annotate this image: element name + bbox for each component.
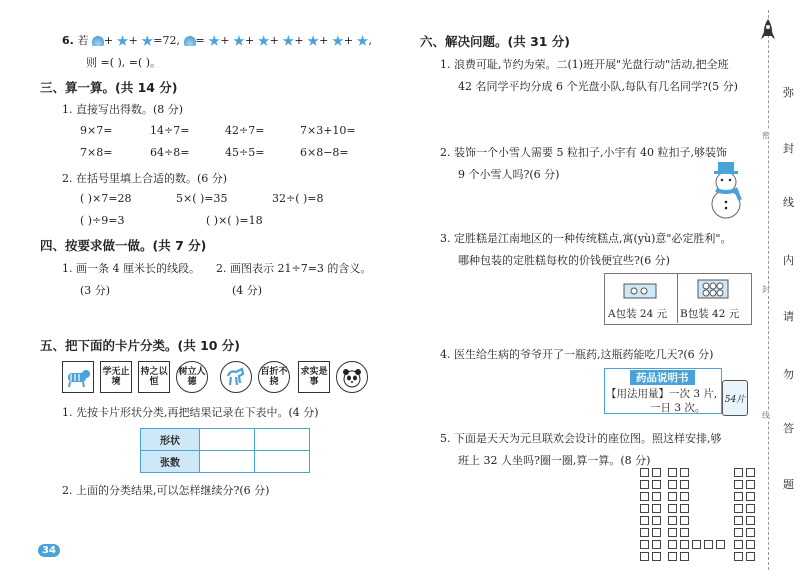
s5-q1: 1. 先按卡片形状分类,再把结果记录在下表中。(4 分) <box>62 406 319 419</box>
card-text: 持之以恒 <box>138 361 170 393</box>
seat-row-bottom <box>680 540 725 549</box>
seat <box>652 528 661 537</box>
seat <box>746 540 755 549</box>
seat <box>734 468 743 477</box>
r-q1-l1: 1. 浪费可耻,节约为荣。二(1)班开展"光盘行动"活动,把全班 <box>440 58 729 71</box>
seat <box>652 516 661 525</box>
medicine-usage-2: 一日 3 次。 <box>650 402 706 414</box>
side-label: 内 <box>783 254 794 267</box>
seat <box>640 528 649 537</box>
s4-q1-score: (3 分) <box>80 284 111 297</box>
seat <box>640 468 649 477</box>
horse-icon <box>224 366 248 388</box>
card-horse <box>220 361 252 393</box>
medicine-title: 药品说明书 <box>630 370 695 385</box>
table-header-shape: 形状 <box>141 429 200 451</box>
package-b-label: B包装 42 元 <box>680 308 740 320</box>
section-6-title: 六、解决问题。(共 31 分) <box>420 34 571 49</box>
side-mark: 密 <box>762 131 770 140</box>
card-text: 树立人德 <box>176 361 208 393</box>
bottle-label: 54片 <box>724 394 746 405</box>
q6-line2: 则 =( ), =( )。 <box>86 56 162 69</box>
seat <box>652 504 661 513</box>
seat <box>652 552 661 561</box>
side-label: 请 <box>783 310 794 323</box>
seat-grid-left <box>640 468 661 561</box>
seat <box>734 480 743 489</box>
shell-icon <box>92 36 104 46</box>
seat <box>640 540 649 549</box>
side-label: 弥 <box>783 86 794 99</box>
starfish-icon <box>282 35 294 47</box>
r-q2-l1: 2. 装饰一个小雪人需要 5 粒扣子,小宇有 40 粒扣子,够装饰 <box>440 146 727 159</box>
fill-cell: 5×( )=35 <box>176 192 228 205</box>
package-a-label: A包装 24 元 <box>608 308 668 320</box>
starfish-icon <box>307 35 319 47</box>
seat <box>716 540 725 549</box>
side-mark: 线 <box>762 411 770 420</box>
s5-q2: 2. 上面的分类结果,可以怎样继续分?(6 分) <box>62 484 270 497</box>
s3-q2: 2. 在括号里填上合适的数。(6 分) <box>62 172 228 185</box>
seat <box>680 552 689 561</box>
seat <box>668 528 677 537</box>
seat <box>704 540 713 549</box>
starfish-icon <box>233 35 245 47</box>
seat <box>680 492 689 501</box>
r-q2-l2: 9 个小雪人吗?(6 分) <box>458 168 560 181</box>
card-text: 学无止境 <box>100 361 132 393</box>
starfish-icon <box>357 35 369 47</box>
r-q3-l1: 3. 定胜糕是江南地区的一种传统糕点,寓(yù)意"必定胜利"。 <box>440 232 732 245</box>
seat <box>640 504 649 513</box>
package-a-icon <box>620 278 660 302</box>
table-cell[interactable] <box>200 451 255 473</box>
calc-cell: 7×8= <box>80 146 113 159</box>
seat <box>668 504 677 513</box>
seat <box>746 468 755 477</box>
medicine-bottle <box>722 380 748 416</box>
section-3-title: 三、算一算。(共 14 分) <box>40 80 178 95</box>
table-cell[interactable] <box>200 429 255 451</box>
table-header-count: 张数 <box>141 451 200 473</box>
side-mark: 封 <box>762 285 770 294</box>
seat <box>746 552 755 561</box>
card-panda <box>336 361 368 393</box>
seat <box>692 540 701 549</box>
calc-cell: 64÷8= <box>150 146 190 159</box>
seat <box>680 528 689 537</box>
seat <box>668 552 677 561</box>
seat <box>652 540 661 549</box>
table-cell[interactable] <box>255 429 310 451</box>
card-text: 求实是事 <box>298 361 330 393</box>
snowman-icon <box>700 160 752 220</box>
seat <box>668 516 677 525</box>
q6-line1: 6. 若 + + =72, = + + + + + + , <box>62 34 373 47</box>
seat <box>734 540 743 549</box>
seat <box>640 480 649 489</box>
s4-q2-score: (4 分) <box>232 284 263 297</box>
starfish-icon <box>208 35 220 47</box>
package-divider <box>677 273 678 323</box>
s4-q2: 2. 画图表示 21÷7=3 的含义。 <box>216 262 372 275</box>
shell-icon <box>184 36 196 46</box>
seat <box>680 540 689 549</box>
side-label: 封 <box>783 142 794 155</box>
seat <box>680 468 689 477</box>
seat <box>680 480 689 489</box>
seat <box>640 492 649 501</box>
seat <box>734 492 743 501</box>
seat-grid-right <box>734 468 755 561</box>
seat <box>652 468 661 477</box>
side-label: 线 <box>783 196 794 209</box>
seat <box>640 516 649 525</box>
card-tiger <box>62 361 94 393</box>
seat <box>734 552 743 561</box>
seat <box>668 480 677 489</box>
starfish-icon <box>332 35 344 47</box>
starfish-icon <box>117 35 129 47</box>
fill-cell: 32÷( )=8 <box>272 192 324 205</box>
r-q4-l1: 4. 医生给生病的爷爷开了一瓶药,这瓶药能吃几天?(6 分) <box>440 348 714 361</box>
package-b-icon <box>694 276 734 302</box>
classification-table <box>140 428 310 473</box>
r-q5-l2: 班上 32 人坐吗?圈一圈,算一算。(8 分) <box>458 454 651 467</box>
s4-q1: 1. 画一条 4 厘米长的线段。 <box>62 262 200 275</box>
fill-cell: ( )×( )=18 <box>206 214 263 227</box>
card-text: 百折不挠 <box>258 361 290 393</box>
section-5-title: 五、把下面的卡片分类。(共 10 分) <box>40 338 241 353</box>
s3-q1: 1. 直接写出得数。(8 分) <box>62 103 184 116</box>
seat <box>746 528 755 537</box>
seat <box>746 504 755 513</box>
r-q5-l1: 5. 下面是天天为元旦联欢会设计的座位图。照这样安排,够 <box>440 432 722 445</box>
calc-cell: 9×7= <box>80 124 113 137</box>
side-label: 勿 <box>783 368 794 381</box>
seat <box>652 480 661 489</box>
section-4-title: 四、按要求做一做。(共 7 分) <box>40 238 207 253</box>
medicine-usage-1: 【用法用量】一次 3 片, <box>606 388 718 400</box>
seat <box>746 492 755 501</box>
calc-cell: 14÷7= <box>150 124 190 137</box>
calc-cell: 7×3+10= <box>300 124 356 137</box>
calc-cell: 45÷5= <box>225 146 265 159</box>
seat <box>734 516 743 525</box>
r-q3-l2: 哪种包装的定胜糕每枚的价钱便宜些?(6 分) <box>458 254 670 267</box>
seat <box>734 528 743 537</box>
side-label: 题 <box>783 478 794 491</box>
calc-cell: 6×8−8= <box>300 146 349 159</box>
seat <box>746 480 755 489</box>
page-number: 34 <box>42 545 56 556</box>
side-label: 答 <box>783 422 794 435</box>
seat <box>680 516 689 525</box>
r-q1-l2: 42 名同学平均分成 6 个光盘小队,每队有几名同学?(5 分) <box>458 80 738 93</box>
calc-cell: 42÷7= <box>225 124 265 137</box>
starfish-icon <box>258 35 270 47</box>
seat <box>668 492 677 501</box>
seat <box>680 504 689 513</box>
fill-cell: ( )÷9=3 <box>80 214 125 227</box>
page-number-badge <box>38 544 60 557</box>
starfish-icon <box>141 35 153 47</box>
seat <box>652 492 661 501</box>
fill-cell: ( )×7=28 <box>80 192 132 205</box>
seat <box>640 552 649 561</box>
panda-icon <box>340 366 364 388</box>
seat <box>746 516 755 525</box>
rocket-icon <box>760 18 776 44</box>
seat <box>668 540 677 549</box>
table-cell[interactable] <box>255 451 310 473</box>
seat <box>668 468 677 477</box>
seat <box>734 504 743 513</box>
tiger-icon <box>65 366 91 388</box>
